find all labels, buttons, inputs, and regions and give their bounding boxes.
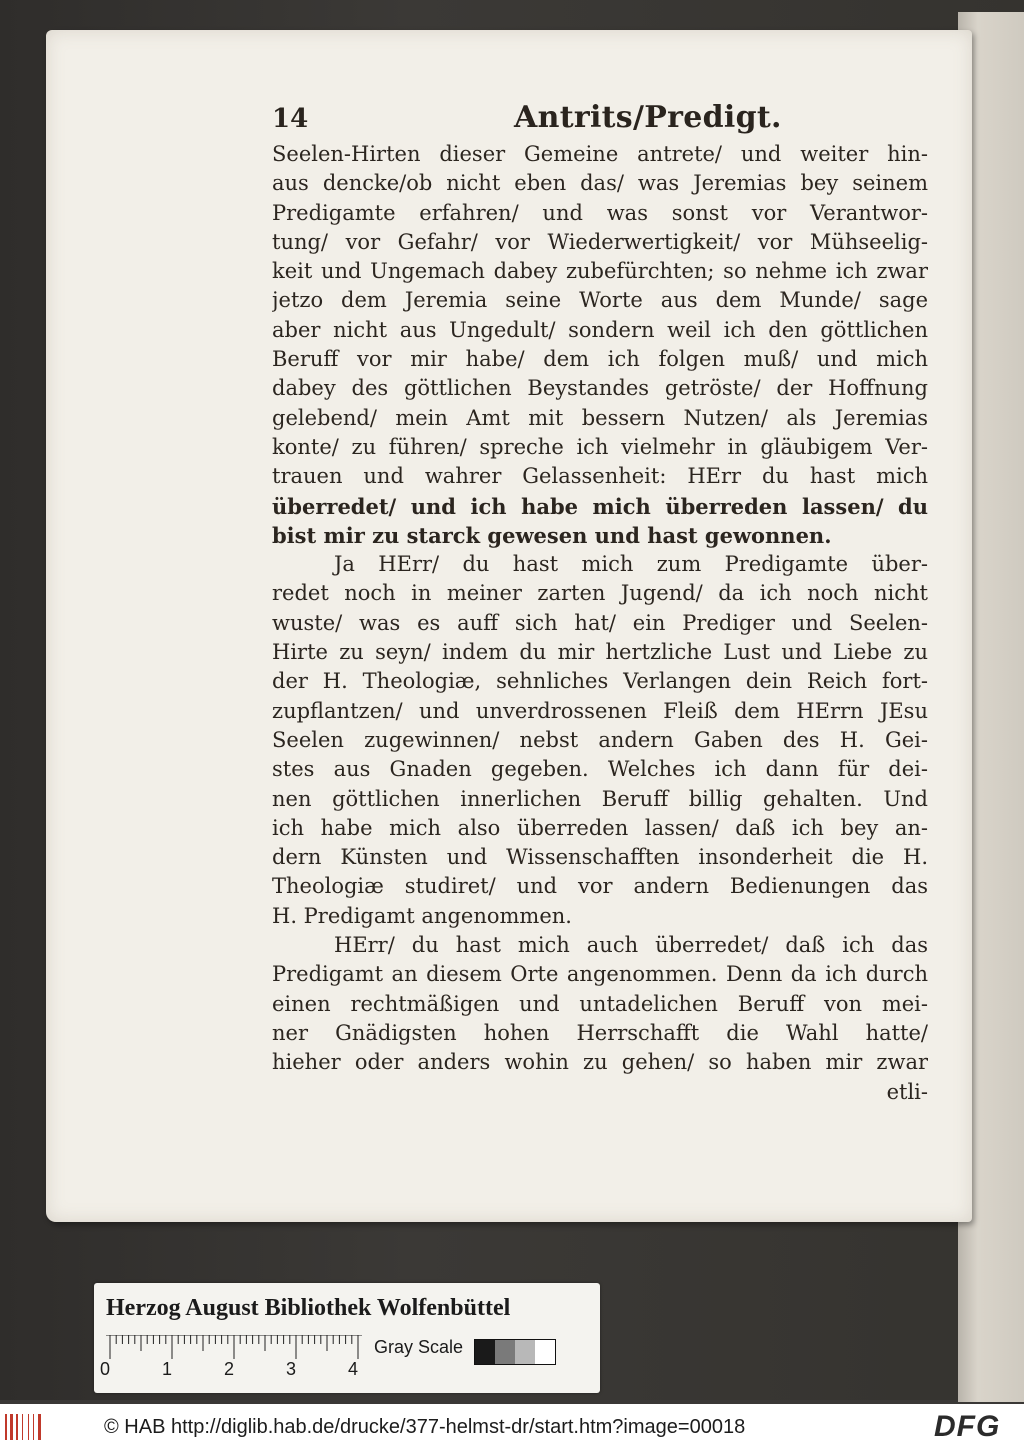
color-target-card [94, 1283, 600, 1393]
text-line: Seelen-Hirten dieser Gemeine antrete/ und weiter hin- [272, 142, 928, 166]
gray-swatch [495, 1340, 515, 1364]
text-line: Beruff vor mir habe/ dem ich folgen muß/ und mich [272, 347, 928, 372]
text-line: überredet/ und ich habe mich überreden lassen/ du [272, 493, 928, 519]
barcode-bar [33, 1414, 34, 1440]
barcode-bar [38, 1414, 41, 1440]
text-line: Predigamt an diesem Orte angenommen. Denn da ich durch [272, 962, 928, 987]
text-line: der H. Theologiæ, sehnliches Verlangen dein Reich fort- [272, 669, 928, 694]
text-line: aber nicht aus Ungedult/ sondern weil ich den göttlichen [272, 317, 928, 342]
text-line: zupflantzen/ und unverdrossenen Fleiß dem HErrn JEsu [272, 698, 928, 723]
text-line: aus dencke/ob nicht eben das/ was Jeremias bey seinem [272, 171, 928, 196]
text-line: ich habe mich also überreden lassen/ daß ich bey an- [272, 815, 928, 840]
gray-swatch [535, 1340, 555, 1364]
text-line: Ja HErr/ du hast mich zum Predigamte über- [334, 552, 928, 577]
text-line: nen göttlichen innerlichen Beruff billig gehalten. Und [272, 786, 928, 811]
text-line: bist mir zu starck gewesen und hast gewonnen. [272, 522, 832, 548]
text-line: dabey des göttlichen Beystandes getröste/ der Hoffnung [272, 376, 928, 401]
library-name: Herzog August Bibliothek Wolfenbüttel [106, 1295, 511, 1321]
text-line: Predigamte erfahren/ und was sonst vor Verantwor- [272, 200, 928, 225]
barcode-bar [5, 1414, 7, 1440]
ruler-number: 4 [348, 1359, 359, 1379]
ruler-number: 0 [100, 1359, 111, 1379]
text-line: Hirte zu seyn/ indem du mir hertzliche Lust und Liebe zu [272, 640, 928, 665]
text-line: keit und Ungemach dabey zubefürchten; so nehme ich zwar [272, 259, 928, 284]
dfg-logo: DFG [934, 1410, 1001, 1443]
text-line: stes aus Gnaden gegeben. Welches ich dann für dei- [272, 757, 928, 782]
text-line: H. Predigamt angenommen. [272, 903, 572, 928]
gray-swatch [475, 1340, 495, 1364]
barcode-bar [22, 1414, 23, 1440]
text-line: wuste/ was es auff sich hat/ ein Prediger und Seelen- [272, 610, 928, 635]
barcode-bar [16, 1414, 18, 1440]
text-line: tung/ vor Gefahr/ vor Wiederwertigkeit/ vor Mühseelig- [272, 229, 928, 254]
ruler-number: 2 [224, 1359, 235, 1379]
text-line: einen rechtmäßigen und untadelichen Beruff von mei- [272, 991, 928, 1016]
text-line: trauen und wahrer Gelassenheit: HErr du hast mich [272, 464, 928, 489]
page-text-block [272, 140, 928, 1107]
ruler-numbers [100, 1359, 370, 1381]
text-line: gelebend/ mein Amt mit bessern Nutzen/ als Jeremias [272, 405, 928, 430]
ruler-number: 1 [162, 1359, 173, 1379]
text-line: dern Künsten und Wissenschafften insonderheit die H. [272, 845, 928, 870]
text-line: Seelen zugewinnen/ nebst andern Gaben des H. Gei- [272, 727, 928, 752]
text-line: konte/ zu führen/ spreche ich vielmehr in gläubigem Ver- [272, 434, 928, 459]
text-line: Theologiæ studiret/ und vor andern Bedienungen das [272, 874, 928, 899]
page-number: 14 [272, 104, 309, 134]
text-line: hieher oder anders wohin zu gehen/ so haben mir zwar [272, 1050, 928, 1075]
ruler-number: 3 [286, 1359, 297, 1379]
footer-bar [0, 1404, 1024, 1451]
footer-copyright-link[interactable]: © HAB http://diglib.hab.de/drucke/377-helmst-dr/start.htm?image=00018 [104, 1416, 746, 1438]
barcode-bar [28, 1414, 29, 1440]
text-line: etli- [886, 1079, 928, 1104]
gray-swatch [515, 1340, 535, 1364]
gray-scale-swatches [474, 1339, 556, 1365]
barcode-bar [10, 1414, 13, 1440]
text-line: ner Gnädigsten hohen Herrschafft die Wahl hatte/ [272, 1020, 928, 1045]
text-line: redet noch in meiner zarten Jugend/ da ich noch nicht [272, 581, 928, 606]
text-line: jetzo dem Jeremia seine Worte aus dem Munde/ sage [272, 288, 928, 313]
text-line: HErr/ du hast mich auch überredet/ daß ich das [334, 933, 928, 958]
running-head: Antrits/Predigt. [514, 100, 782, 135]
gray-scale-label: Gray Scale [374, 1337, 464, 1357]
barcode-icon [4, 1412, 46, 1442]
